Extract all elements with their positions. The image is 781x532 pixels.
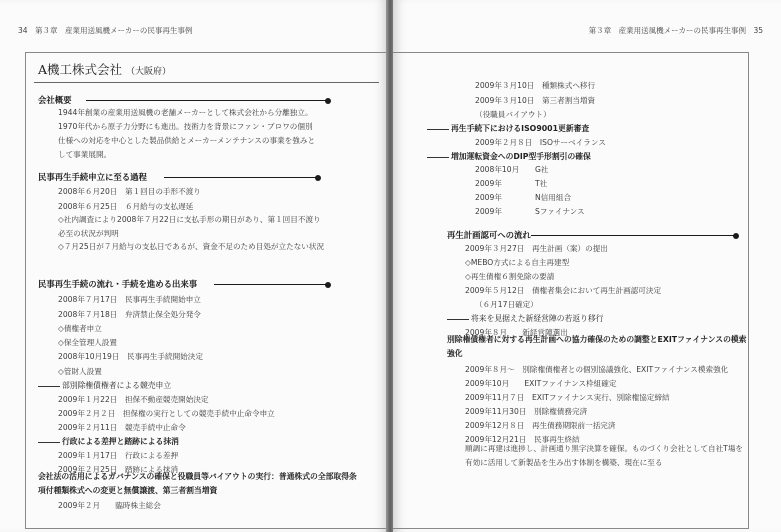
governance-line: 2009年２月 臨時株主総会 bbox=[58, 501, 161, 510]
section-title-proceedings-flow: 民事再生手続の流れ・手続を進める出来事 bbox=[38, 279, 198, 289]
section-title-plan-approval: 再生計画認可への流れ bbox=[447, 230, 531, 240]
exit-line: 2009年10月 EXITファイナンス枠組確定 bbox=[465, 379, 617, 388]
iso-line: 2009年２月８日 ISOサーベイランス bbox=[475, 138, 606, 147]
dip-row bbox=[475, 206, 585, 217]
subheading-dip-financing: 増加運転資金へのDIP型手形割引の確保 bbox=[427, 151, 591, 162]
approval-line: （６月17日確定） bbox=[475, 300, 538, 309]
subheading-management-succession: 将来を見据えた新経営陣の若返り移行 bbox=[447, 313, 604, 324]
dip-row bbox=[475, 178, 547, 189]
section-rule bbox=[164, 177, 318, 178]
section-title-filing-process: 民事再生手続申立に至る過程 bbox=[38, 172, 147, 182]
exit-line: 2009年11月30日 別除権債務完済 bbox=[465, 407, 588, 416]
dip-date: 2008年10月 bbox=[475, 165, 520, 174]
subheading-seizure: 行政による差押と踏跡による抹消 bbox=[38, 436, 179, 447]
filing-line: 2008年６月20日 第１回目の手形不渡り bbox=[58, 187, 201, 196]
dip-date: 2009年 bbox=[475, 207, 502, 216]
proceedings-line: ◇保全管理人設置 bbox=[58, 338, 117, 347]
proceedings-line: 2008年10月19日 民事再生手続開始決定 bbox=[58, 352, 203, 361]
capital-line: （役職員バイアウト） bbox=[475, 110, 551, 119]
exit-line: 2009年８月～ 別除権債権者との個別協議強化、EXITファイナンス模索強化 bbox=[465, 365, 729, 374]
approval-line: ◇MEBO方式による自主再建型 bbox=[465, 258, 570, 267]
proceedings-line: 2008年７月18日 弁済禁止保全処分発令 bbox=[58, 310, 201, 319]
exit-line: 2009年12月８日 再生債務期限前一括完済 bbox=[465, 421, 616, 430]
approval-line: 2009年３月27日 再生計画（案）の提出 bbox=[465, 244, 608, 253]
section-rule bbox=[214, 284, 328, 285]
capital-line: 2009年３月10日 種類株式へ移行 bbox=[475, 81, 596, 90]
dip-row bbox=[475, 192, 571, 203]
company-name bbox=[38, 60, 171, 78]
auction-line: 2009年１月22日 担保不動産競売開始決定 bbox=[58, 395, 209, 404]
subheading-iso: 再生手続下におけるISO9001更新審査 bbox=[427, 123, 589, 134]
seizure-line: 2009年２月25日 踏跡による抹消 bbox=[58, 465, 179, 474]
dip-row bbox=[475, 164, 548, 175]
approval-line: ◇再生債権６割免除の要請 bbox=[465, 272, 555, 281]
right-page-header: 第３章 産業用送風機メーカーの民事再生事例 35 bbox=[588, 26, 763, 35]
subheading-auction: 部別除権債権者による競売申立 bbox=[38, 380, 171, 391]
dip-lender: N信用組合 bbox=[535, 193, 572, 202]
proceedings-line: ◇管財人設置 bbox=[58, 367, 102, 376]
left-page-header: 34 第３章 産業用送風機メーカーの民事再生事例 bbox=[18, 26, 193, 35]
left-page bbox=[0, 0, 388, 532]
capital-line: 2009年３月10日 第三者割当増資 bbox=[475, 96, 596, 105]
company-underline bbox=[34, 82, 379, 83]
right-page bbox=[393, 0, 781, 532]
exit-line: 2009年12月21日 民事再生終結 bbox=[465, 435, 580, 444]
subheading-governance: 会社法の活用によるガバナンスの確保と役職員等バイアウトの実行：普通株式の全部取得条項付種類株式への変更と無償譲渡、第三者割当増資 bbox=[38, 472, 357, 495]
company-overview-text: 1944年創業の産業用送風機の老舗メーカーとして株式会社から分離独立。1970年代から原子力分野にも進出。技術力を背景にファン・ブロワの個別仕様への対応を中心とした製品供給とメーカーメンテナンスの事業を強みとして事業展開。 bbox=[58, 108, 316, 159]
closing-text: 順調に再建は進捗し、計画通り黒字決算を確保。ものづくり会社として自社T場を有効に活用して新製品を生み出す体制を構築、現在に至る bbox=[465, 444, 744, 467]
approval-line: 2009年５月12日 債権者集会において再生計画認可決定 bbox=[465, 286, 662, 295]
filing-line: ◇７月25日が７月給与の支払日であるが、資金不足のため目処が立たない状況 bbox=[58, 242, 325, 251]
succession-line: 2009年８月 新経営陣選出 bbox=[465, 328, 568, 337]
proceedings-line: ◇債権者申立 bbox=[58, 324, 102, 333]
auction-line: 2009年２月11日 競売手続中止命令 bbox=[58, 423, 186, 432]
dip-lender: T社 bbox=[535, 179, 548, 188]
dip-date: 2009年 bbox=[475, 179, 502, 188]
subheading-exit-finance: 別除権債権者に対する再生計画への協力確保のための調整とEXITファイナンスの模索強化 bbox=[447, 335, 747, 358]
exit-line: 2009年11月７日 EXITファイナンス実行、別除権協定締結 bbox=[465, 393, 670, 402]
proceedings-line: 2008年７月17日 民事再生手続開始申立 bbox=[58, 295, 201, 304]
dip-lender: Sファイナンス bbox=[535, 207, 585, 216]
auction-line: 2009年２月２日 担保権の実行としての競売手続中止命令申立 bbox=[58, 409, 275, 418]
filing-line: ◇社内調査により2008年７月22日に支払手形の期日があり、第１回目不渡り必至の状況が判明 bbox=[58, 215, 321, 238]
seizure-line: 2009年１月17日 行政による差押 bbox=[58, 451, 179, 460]
section-rule bbox=[531, 235, 736, 236]
dip-lender: G社 bbox=[535, 165, 549, 174]
dip-date: 2009年 bbox=[475, 193, 502, 202]
company-location: （大阪府） bbox=[126, 67, 172, 77]
section-rule bbox=[86, 100, 328, 101]
filing-line: 2008年６月25日 ６月給与の支払遅延 bbox=[58, 202, 194, 211]
section-title-company-overview: 会社概要 bbox=[38, 95, 72, 105]
company-name-text: A機工株式会社 bbox=[38, 62, 123, 77]
